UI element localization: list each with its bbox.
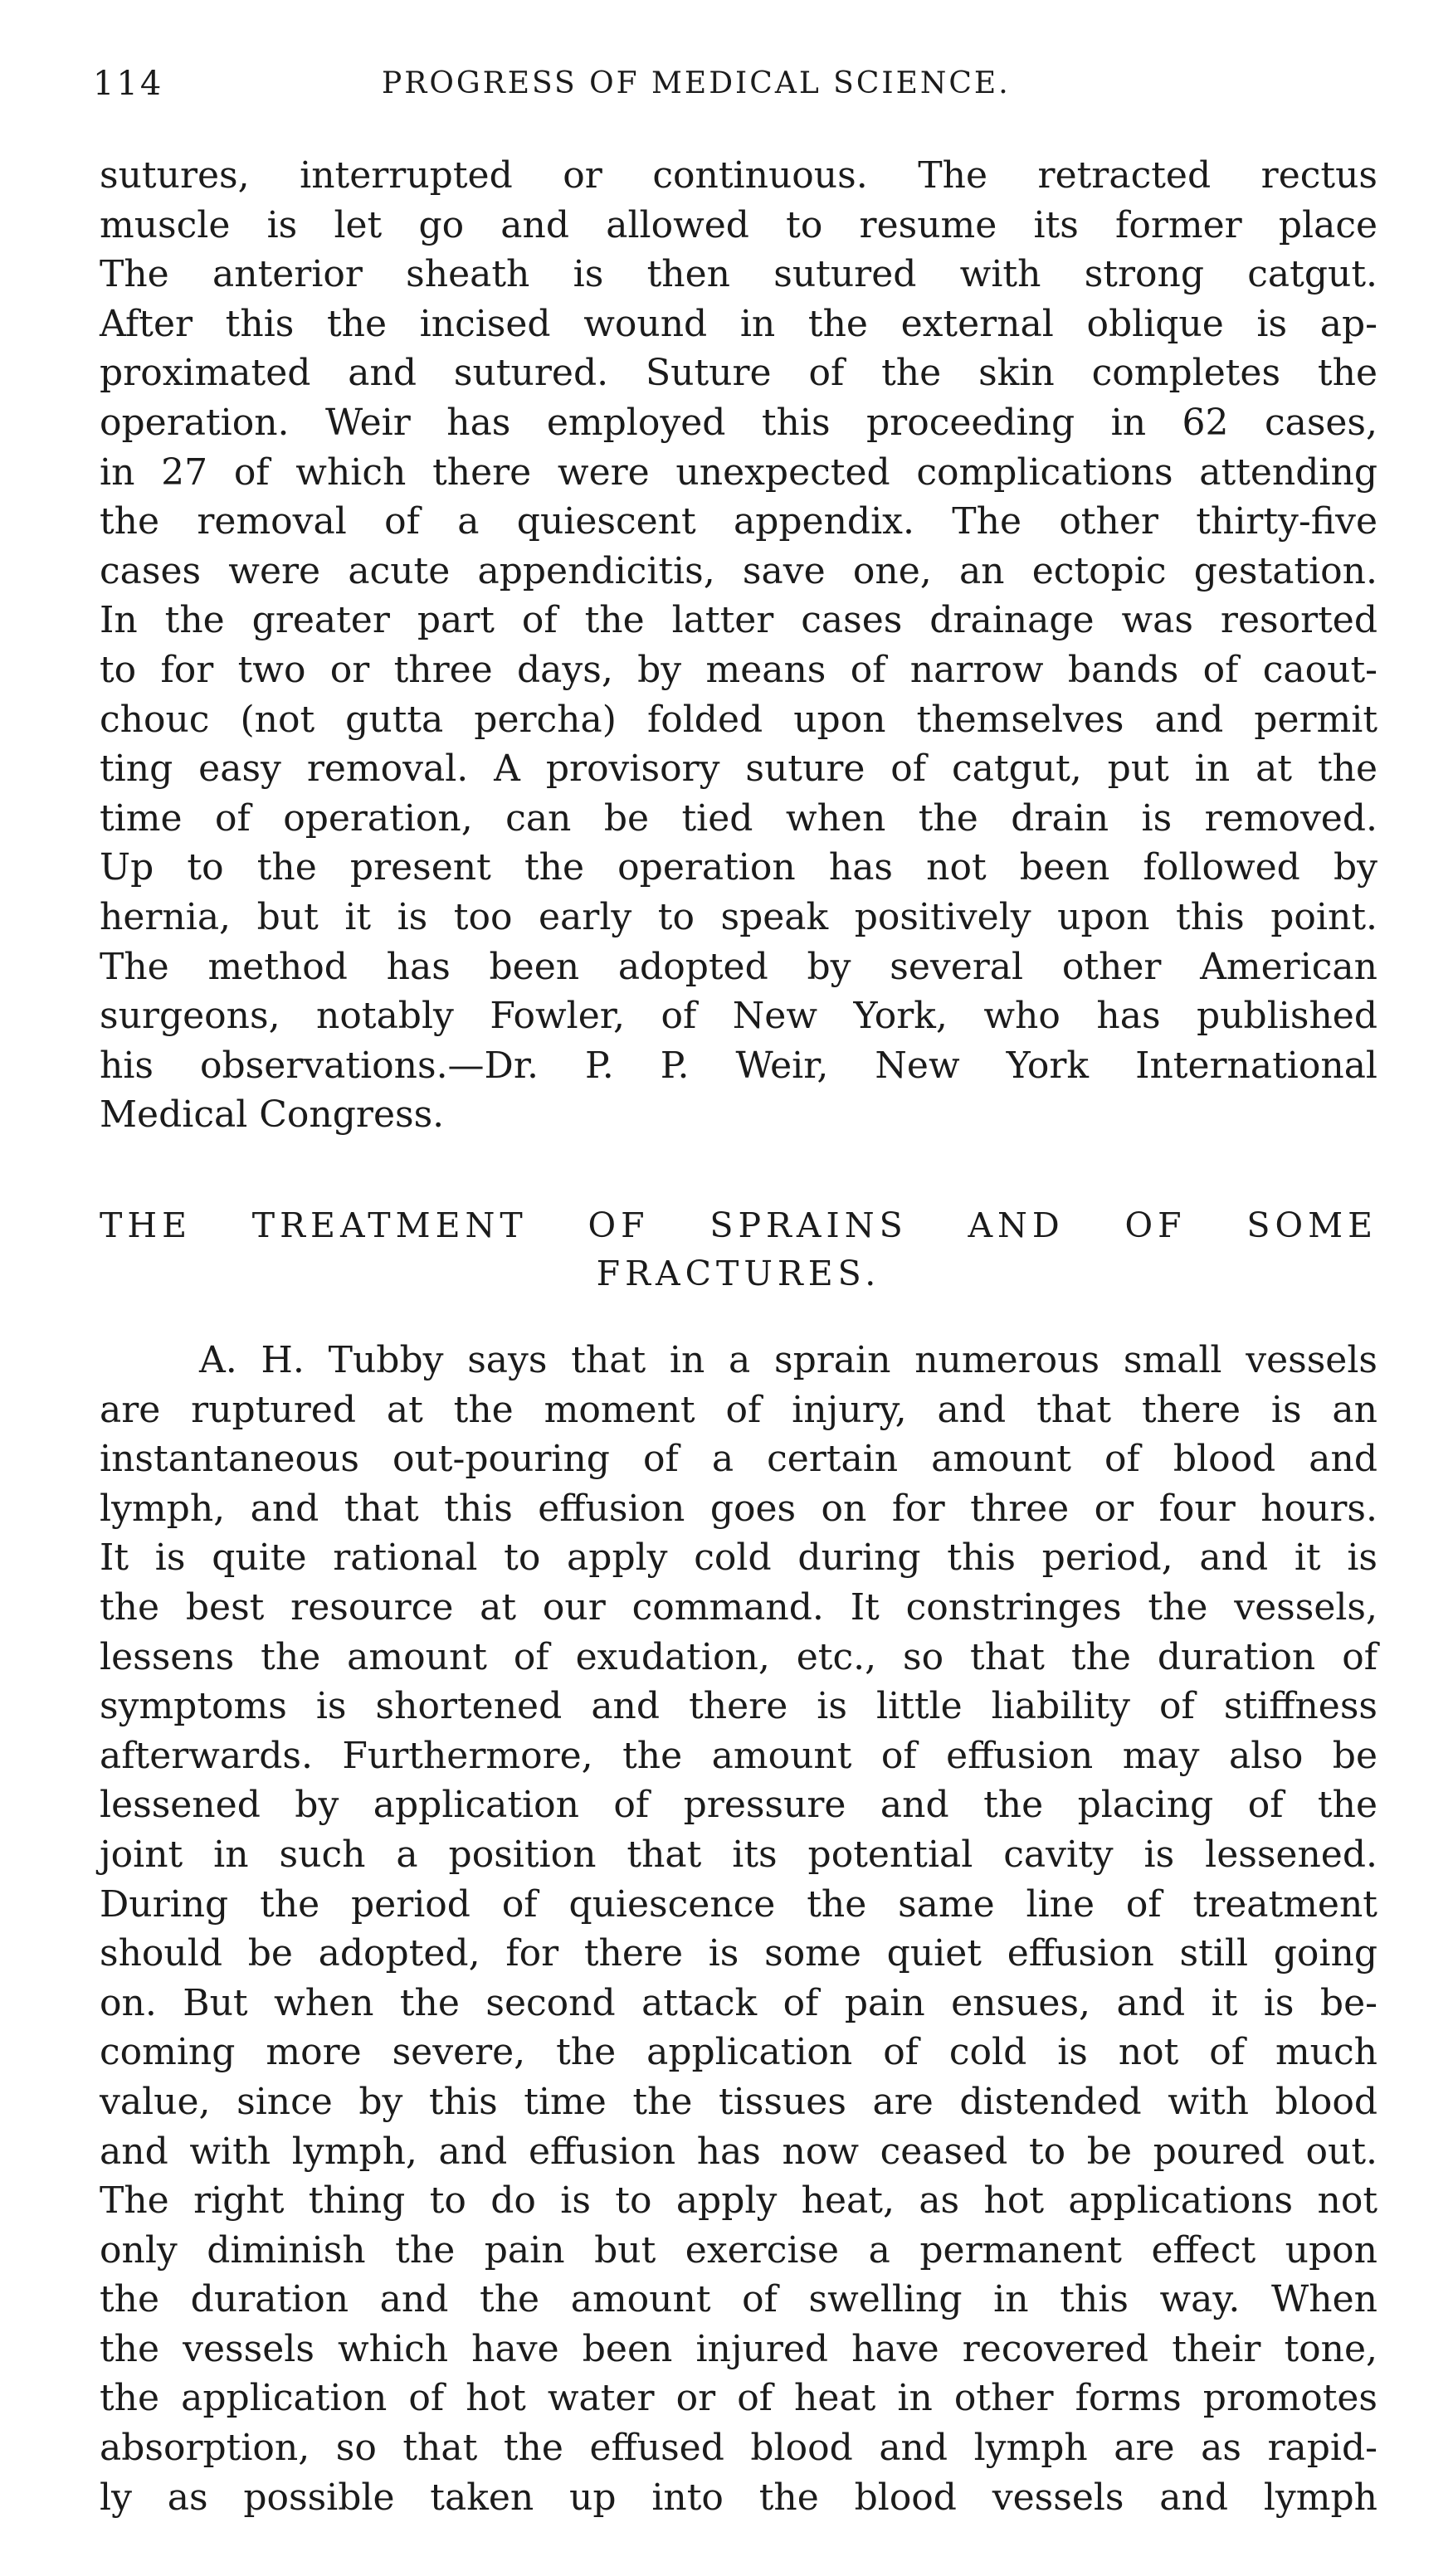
text-line: absorption, so that the effused blood and lymph are as rapid- bbox=[100, 2427, 1377, 2470]
text-line: instantaneous out-pouring of a certain amount of blood and bbox=[100, 1438, 1377, 1481]
text-line: time of operation, can be tied when the drain is removed. bbox=[100, 796, 1377, 840]
text-line: joint in such a position that its potential cavity is lessened. bbox=[100, 1833, 1377, 1876]
text-line: the removal of a quiescent appendix. The other thirty-five bbox=[100, 500, 1377, 543]
text-line: his observations.—Dr. P. P. Weir, New York International bbox=[100, 1044, 1377, 1087]
text-line: afterwards. Furthermore, the amount of effusion may also be bbox=[100, 1734, 1377, 1777]
text-line: lessens the amount of exudation, etc., so that the duration of bbox=[100, 1635, 1377, 1678]
text-line: During the period of quiescence the same line of treatment bbox=[100, 1882, 1377, 1926]
text-line: in 27 of which there were unexpected complications attending bbox=[100, 450, 1377, 494]
text-line: ly as possible taken up into the blood vessels and lymph bbox=[100, 2476, 1377, 2519]
running-head bbox=[93, 65, 1371, 114]
section-1-text bbox=[100, 151, 1377, 1140]
section-heading bbox=[100, 1201, 1377, 1298]
page-number: 114 bbox=[93, 65, 164, 103]
text-line: cases were acute appendicitis, save one, an ectopic gestation. bbox=[100, 549, 1377, 592]
text-line: the vessels which have been injured have recovered their tone, bbox=[100, 2327, 1377, 2370]
text-line: muscle is let go and allowed to resume its former place bbox=[100, 203, 1377, 246]
text-line: Medical Congress. bbox=[100, 1093, 445, 1137]
text-line: After this the incised wound in the external oblique is ap- bbox=[100, 302, 1377, 345]
text-line: chouc (not gutta percha) folded upon themselves and permit bbox=[100, 698, 1377, 741]
text-line: to for two or three days, by means of narrow bands of caout- bbox=[100, 648, 1377, 691]
running-title: PROGRESS OF MEDICAL SCIENCE. bbox=[382, 66, 1011, 100]
text-line: value, since by this time the tissues are distended with blood bbox=[100, 2080, 1377, 2123]
text-line: the application of hot water or of heat in other forms promotes bbox=[100, 2377, 1377, 2420]
text-line: hernia, but it is too early to speak positively upon this point. bbox=[100, 895, 1377, 938]
text-line: and with lymph, and effusion has now ceased to be poured out. bbox=[100, 2130, 1377, 2173]
heading-line: THE TREATMENT OF SPRAINS AND OF SOME bbox=[100, 1205, 1377, 1245]
text-line: In the greater part of the latter cases drainage was resorted bbox=[100, 599, 1377, 642]
text-line: surgeons, notably Fowler, of New York, who has published bbox=[100, 995, 1377, 1038]
text-line: only diminish the pain but exercise a permanent effect upon bbox=[100, 2228, 1377, 2272]
text-line: on. But when the second attack of pain ensues, and it is be- bbox=[100, 1981, 1377, 2024]
text-line: The anterior sheath is then sutured with strong catgut. bbox=[100, 253, 1377, 296]
text-line: proximated and sutured. Suture of the skin completes the bbox=[100, 352, 1377, 395]
heading-line: FRACTURES. bbox=[596, 1254, 881, 1293]
text-line: sutures, interrupted or continuous. The retracted rectus bbox=[100, 154, 1377, 197]
text-line: A. H. Tubby says that in a sprain numerous small vessels bbox=[199, 1339, 1377, 1381]
text-line: the best resource at our command. It constringes the vessels, bbox=[100, 1585, 1377, 1629]
text-line: the duration and the amount of swelling in this way. When bbox=[100, 2278, 1377, 2321]
text-line: are ruptured at the moment of injury, and that there is an bbox=[100, 1388, 1377, 1431]
text-line: operation. Weir has employed this proceeding in 62 cases, bbox=[100, 401, 1377, 444]
text-line: It is quite rational to apply cold during this period, and it is bbox=[100, 1536, 1377, 1580]
text-line: should be adopted, for there is some quiet effusion still going bbox=[100, 1932, 1377, 1975]
text-line: lymph, and that this effusion goes on for three or four hours. bbox=[100, 1487, 1377, 1530]
text-line: The right thing to do is to apply heat, as hot applications not bbox=[100, 2179, 1377, 2223]
text-line: ting easy removal. A provisory suture of catgut, put in at the bbox=[100, 747, 1377, 791]
text-line: symptoms is shortened and there is little liability of stiffness bbox=[100, 1685, 1377, 1728]
text-line: coming more severe, the application of cold is not of much bbox=[100, 2031, 1377, 2074]
text-line: lessened by application of pressure and the placing of the bbox=[100, 1784, 1377, 1827]
section-2-text bbox=[100, 1336, 1377, 2522]
text-line: Up to the present the operation has not been followed by bbox=[100, 846, 1377, 889]
text-line: The method has been adopted by several other American bbox=[100, 945, 1377, 988]
